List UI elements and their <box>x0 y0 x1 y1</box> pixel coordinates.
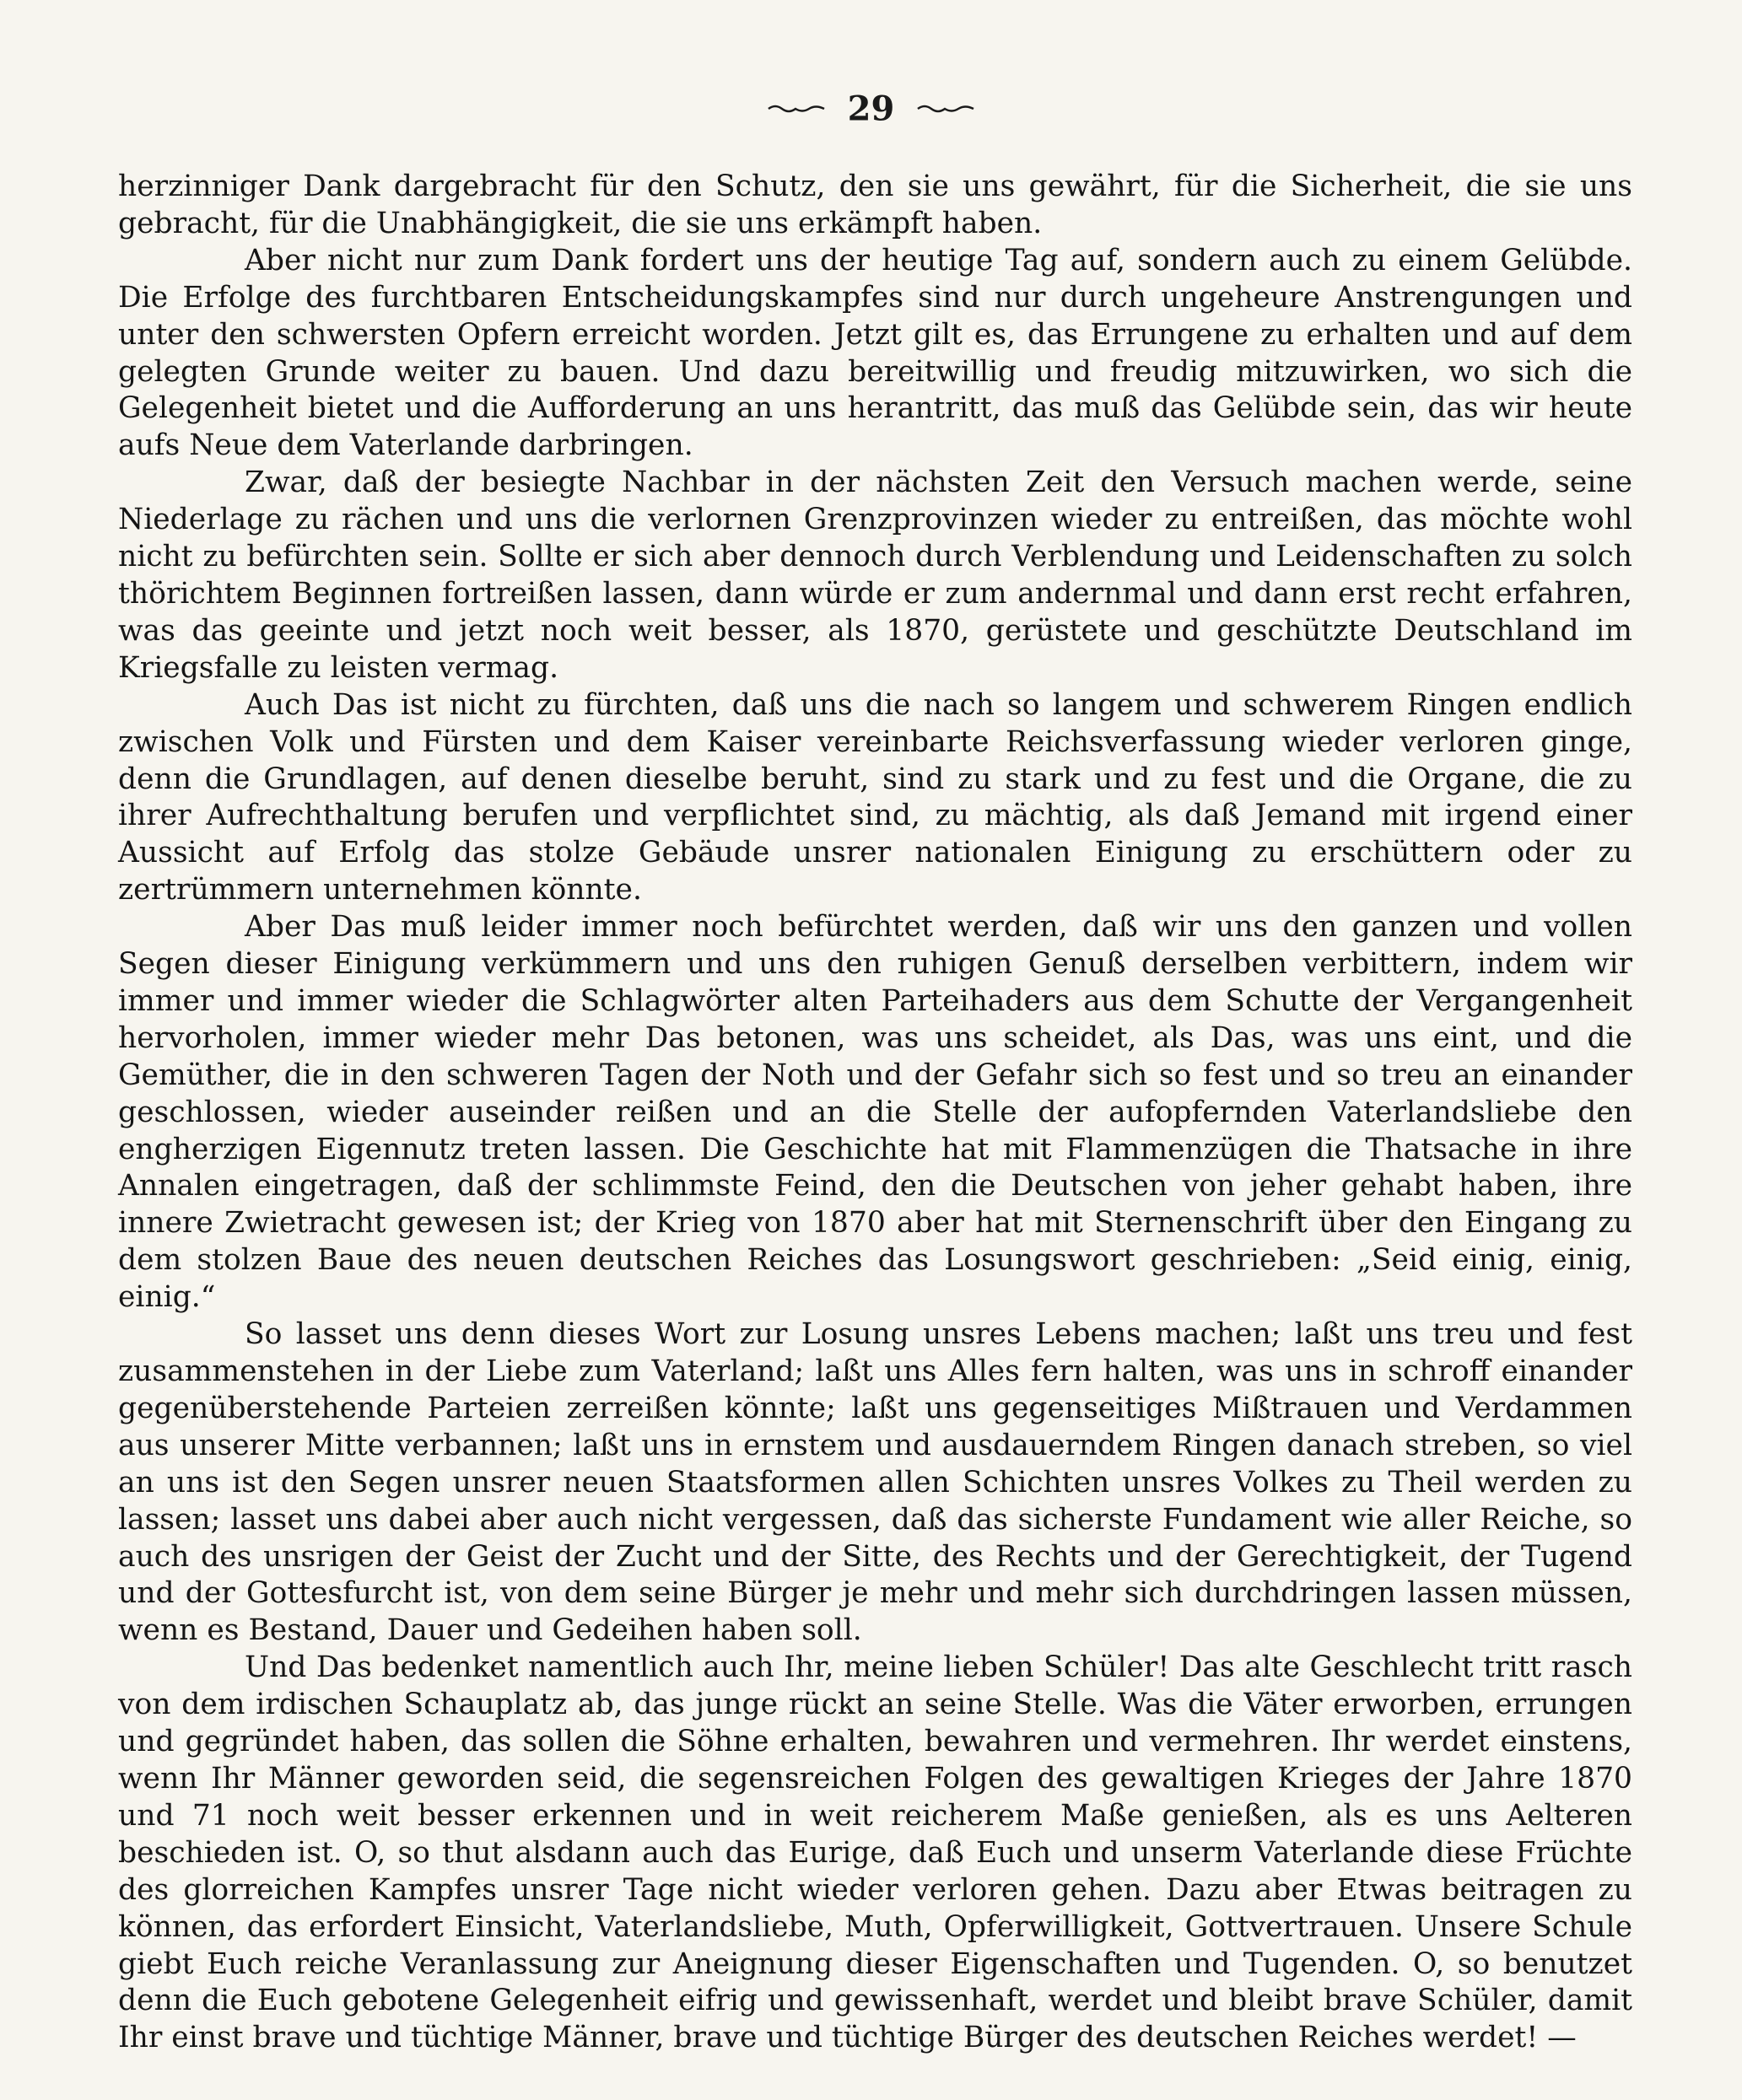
left-ornament-icon <box>767 103 826 115</box>
page-header <box>0 86 1742 129</box>
paragraph: Zwar, daß der besiegte Nachbar in der nächsten Zeit den Versuch machen werde, seine Niederlage zu rächen und uns die verlornen Grenzprovinzen wieder zu entreißen, das möchte wohl nicht zu befürchten sein. Sollte er sich aber dennoch durch Verblendung und Leidenschaften zu solch thörichtem Beginnen fortreißen lassen, dann würde er zum andernmal und dann erst recht erfahren, was das geeinte und jetzt noch weit besser, als 1870, gerüstete und geschützte Deutschland im Kriegsfalle zu leisten vermag. <box>118 466 1632 685</box>
paragraph: Aber Das muß leider immer noch befürchtet werden, daß wir uns den ganzen und vollen Segen dieser Einigung verkümmern und uns den ruhigen Genuß derselben verbittern, indem wir immer und immer wieder die Schlagwörter alten Parteihaders aus dem Schutte der Vergangenheit hervorholen, immer wieder mehr Das betonen, was uns scheidet, als Das, was uns eint, und die Gemüther, die in den schweren Tagen der Noth und der Gefahr sich so fest und so treu an einander geschlossen, wieder auseinder reißen und an die Stelle der aufopfernden Vaterlandsliebe den engherzigen Eigennutz treten lassen. Die Geschichte hat mit Flammenzügen die Thatsache in ihre Annalen eingetragen, daß der schlimmste Feind, den die Deutschen von jeher gehabt haben, ihre innere Zwietracht gewesen ist; der Krieg von 1870 aber hat mit Sternenschrift über den Eingang zu dem stolzen Baue des neuen deutschen Reiches das Losungswort geschrieben: „Seid einig, einig, einig.“ <box>118 910 1632 1315</box>
paragraph: Aber nicht nur zum Dank fordert uns der heutige Tag auf, sondern auch zu einem Gelübde. Die Erfolge des furchtbaren Entscheidungskampfes sind nur durch ungeheure Anstrengungen und unter den schwersten Opfern erreicht worden. Jetzt gilt es, das Errungene zu erhalten und auf dem gelegten Grunde weiter zu bauen. Und dazu bereitwillig und freudig mitzuwirken, wo sich die Gelegenheit bietet und die Aufforderung an uns herantritt, das muß das Gelübde sein, das wir heute aufs Neue dem Vaterlande darbringen. <box>118 243 1632 463</box>
right-ornament-icon <box>916 103 975 115</box>
paragraph: Und Das bedenket namentlich auch Ihr, meine lieben Schüler! Das alte Geschlecht tritt rasch von dem irdischen Schauplatz ab, das junge rückt an seine Stelle. Was die Väter erworben, errungen und gegründet haben, das sollen die Söhne erhalten, bewahren und vermehren. Ihr werdet einstens, wenn Ihr Männer geworden seid, die segensreichen Folgen des gewaltigen Krieges der Jahre 1870 und 71 noch weit besser erkennen und in weit reicherem Maße genießen, als es uns Aelteren beschieden ist. O, so thut alsdann auch das Eurige, daß Euch und unserm Vaterlande diese Früchte des glorreichen Kampfes unsrer Tage nicht wieder verloren gehen. Dazu aber Etwas beitragen zu können, das erfordert Einsicht, Vaterlandsliebe, Muth, Opferwilligkeit, Gottvertrauen. Unsere Schule giebt Euch reiche Veranlassung zur Aneignung dieser Eigenschaften und Tugenden. O, so benutzet denn die Euch gebotene Gelegenheit eifrig und gewissenhaft, werdet und bleibt brave Schüler, damit Ihr einst brave und tüchtige Männer, brave und tüchtige Bürger des deutschen Reiches werdet! — <box>118 1650 1632 2055</box>
paragraph: herzinniger Dank dargebracht für den Schutz, den sie uns gewährt, für die Sicherheit, die sie uns gebracht, für die Unabhängigkeit, die sie uns erkämpft haben. <box>118 170 1632 240</box>
paragraph: So lasset uns denn dieses Wort zur Losung unsres Lebens machen; laßt uns treu und fest zusammenstehen in der Liebe zum Vaterland; laßt uns Alles fern halten, was uns in schroff einander gegenüberstehende Parteien zerreißen könnte; laßt uns gegenseitiges Mißtrauen und Verdammen aus unserer Mitte verbannen; laßt uns in ernstem und ausdauerndem Ringen danach streben, so viel an uns ist den Segen unsrer neuen Staatsformen allen Schichten unsres Volkes zu Theil werden zu lassen; lasset uns dabei aber auch nicht vergessen, daß das sicherste Fundament wie aller Reiche, so auch des unsrigen der Geist der Zucht und der Sitte, des Rechts und der Gerechtigkeit, der Tugend und der Gottesfurcht ist, von dem seine Bürger je mehr und mehr sich durchdringen lassen müssen, wenn es Bestand, Dauer und Gedeihen haben soll. <box>118 1317 1632 1648</box>
body-text <box>118 169 1632 2057</box>
paragraph: Auch Das ist nicht zu fürchten, daß uns die nach so langem und schwerem Ringen endlich zwischen Volk und Fürsten und dem Kaiser vereinbarte Reichsverfassung wieder verloren ginge, denn die Grundlagen, auf denen dieselbe beruht, sind zu stark und zu fest und die Organe, die zu ihrer Aufrechthaltung berufen und verpflichtet sind, zu mächtig, als daß Jemand mit irgend einer Aussicht auf Erfolg das stolze Gebäude unsrer nationalen Einigung zu erschüttern oder zu zertrümmern unternehmen könnte. <box>118 687 1632 907</box>
page-number: 29 <box>847 89 895 129</box>
